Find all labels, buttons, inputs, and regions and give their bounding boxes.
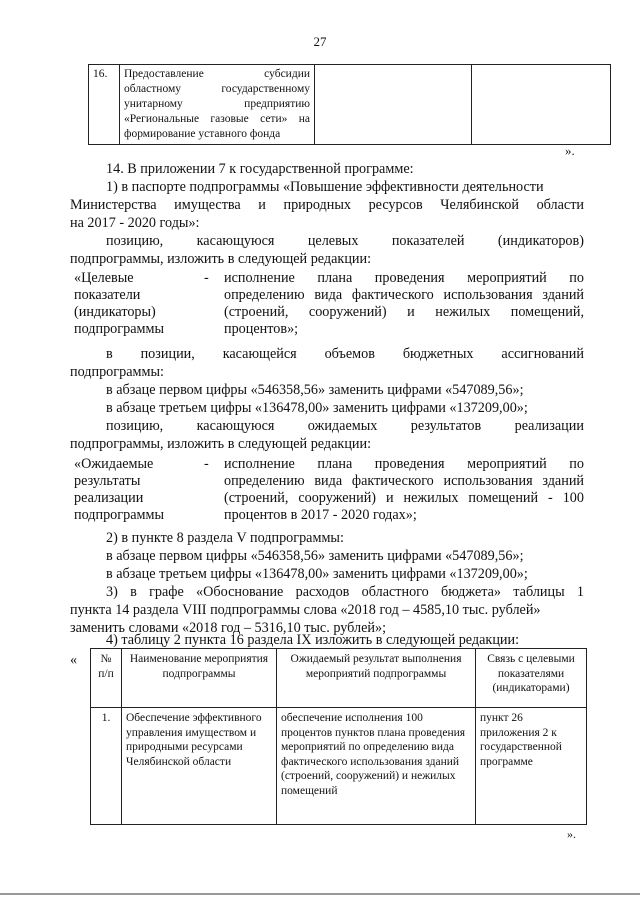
scan-edge-line <box>0 893 640 895</box>
word: касающейся <box>222 346 297 362</box>
text-line: на 2017 - 2020 годы»: <box>70 215 200 231</box>
column-header: Наименование мероприятия подпрограммы <box>122 649 277 708</box>
top-table <box>88 64 611 145</box>
word: в <box>106 346 113 362</box>
text-line: в абзаце первом цифры «546358,56» заменить цифрами «547089,56»; <box>106 548 524 564</box>
row-text: Предоставление субсидии областному государственному унитарному предприятию «Региональные газовые сети» на формирование уставного фонда <box>120 65 315 145</box>
word: позицию, <box>106 418 164 434</box>
text-line: Министерства имущества и природных ресурсов Челябинской области <box>70 197 584 213</box>
word: ассигнований <box>501 346 584 362</box>
row-number: 16. <box>89 65 120 145</box>
text-line: в абзаце третьем цифры «136478,00» заменить цифрами «137209,00»; <box>106 400 528 416</box>
word: объемов <box>324 346 375 362</box>
definition-dash: - <box>204 456 209 472</box>
close-quote: ». <box>565 143 575 158</box>
word: реализации <box>514 418 584 434</box>
table-cell: Обеспечение эффективного управления имуществом и природными ресурсами Челябинской области <box>122 708 277 825</box>
column-header: Связь с целевыми показателями (индикаторами) <box>476 649 587 708</box>
page-number: 27 <box>313 34 327 49</box>
text-line <box>106 233 584 250</box>
table-cell: обеспечение исполнения 100 процентов пунктов плана проведения мероприятий по определению вида фактического использования зданий (строений, сооружений) и нежилых помещений <box>277 708 476 825</box>
word: касающуюся <box>196 233 275 249</box>
text-line: 14. В приложении 7 к государственной программе: <box>106 161 414 177</box>
text-line: подпрограммы: <box>70 364 164 380</box>
table-cell: 1. <box>91 708 122 825</box>
word: целевых <box>307 233 359 249</box>
text-line: подпрограммы, изложить в следующей редакции: <box>70 436 372 452</box>
open-quote: « <box>70 652 78 668</box>
text-line: 2) в пункте 8 раздела V подпрограммы: <box>106 530 344 546</box>
definition-dash: - <box>204 270 209 286</box>
text-line: подпрограммы, изложить в следующей редакции: <box>70 251 372 267</box>
close-quote: ». <box>567 827 576 841</box>
table-header-row <box>91 649 587 708</box>
table-row <box>89 65 611 145</box>
text-line: в абзаце первом цифры «546358,56» заменить цифрами «547089,56»; <box>106 382 524 398</box>
text-line <box>106 418 584 435</box>
text-line: пункта 14 раздела VIII подпрограммы слова «2018 год – 4585,10 тыс. рублей» <box>70 602 541 618</box>
word: (индикаторов) <box>497 233 584 249</box>
text-line: 3) в графе «Обоснование расходов областного бюджета» таблицы 1 <box>106 584 584 600</box>
row-cell-4 <box>472 65 611 145</box>
column-header: Ожидаемый результат выполнения мероприятий подпрограммы <box>277 649 476 708</box>
table-row <box>91 708 587 825</box>
text-line <box>106 346 584 363</box>
activities-table <box>90 648 587 825</box>
text-line: заменить словами «2018 год – 5316,10 тыс. рублей»; <box>70 620 387 636</box>
definition-label: «Ожидаемые результаты реализации подпрограммы <box>74 456 164 523</box>
text-line: 1) в паспорте подпрограммы «Повышение эффективности деятельности <box>106 179 544 195</box>
word: касающуюся <box>196 418 275 434</box>
word: бюджетных <box>402 346 474 362</box>
row-cell-3 <box>315 65 472 145</box>
column-header: № п/п <box>91 649 122 708</box>
definition-text: исполнение плана проведения мероприятий по определению вида фактического использования зданий (строений, сооружений) и нежилых помещений - 100 процентов в 2017 - 2020 годах»; <box>224 456 584 523</box>
word: результатов <box>410 418 482 434</box>
word: позицию, <box>106 233 164 249</box>
word: показателей <box>391 233 465 249</box>
word: позиции, <box>140 346 195 362</box>
definition-label: «Целевые показатели (индикаторы) подпрограммы <box>74 270 164 337</box>
text-line: 4) таблицу 2 пункта 16 раздела IX изложить в следующей редакции: <box>106 632 520 648</box>
text-line: в абзаце третьем цифры «136478,00» заменить цифрами «137209,00»; <box>106 566 528 582</box>
table-cell: пункт 26 приложения 2 к государственной программе <box>476 708 587 825</box>
word: ожидаемых <box>307 418 378 434</box>
definition-text: исполнение плана проведения мероприятий по определению вида фактического использования зданий (строений, сооружений) и нежилых помещений, процентов»; <box>224 270 584 337</box>
